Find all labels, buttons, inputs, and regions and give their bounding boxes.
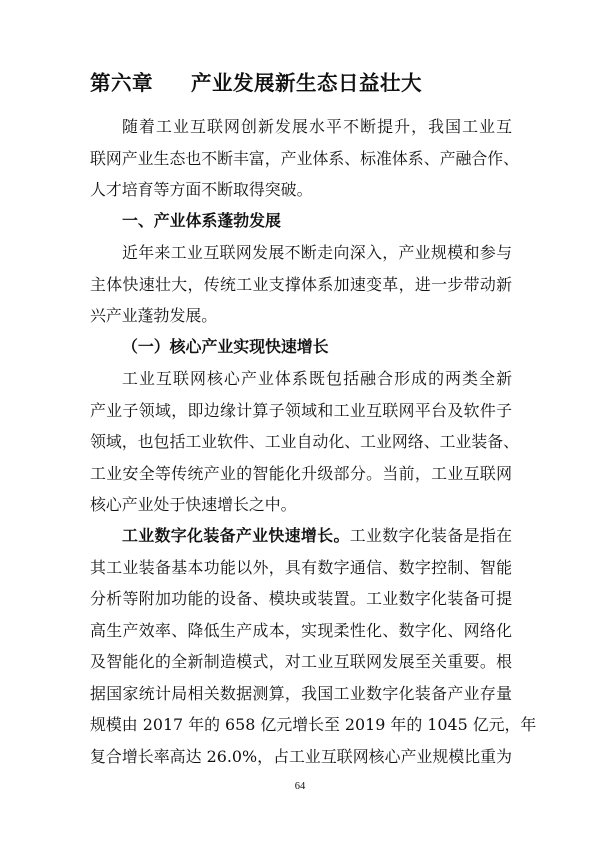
equipment-first-line — [90, 520, 512, 552]
section-heading-block — [90, 205, 512, 237]
equipment-paragraph — [90, 520, 537, 772]
subsection-heading: （一）核心产业实现快速增长 — [122, 337, 329, 356]
section-paragraph — [90, 237, 512, 332]
subsection-line: 产业子领域，即边缘计算子领域和工业互联网平台及软件子 — [90, 400, 512, 420]
equipment-first-rest: 工业数字化装备是指在 — [349, 526, 512, 545]
subsection-line: 工业互联网核心产业体系既包括融合形成的两类全新 — [122, 369, 512, 388]
section-heading: 一、产业体系蓬勃发展 — [122, 211, 281, 230]
equipment-line: 分析等附加功能的设备、模块或装置。工业数字化装备可提 — [90, 589, 512, 608]
chapter-title — [90, 66, 422, 96]
subsection-heading-block — [90, 331, 512, 363]
equipment-line: 及智能化的全新制造模式，对工业互联网发展至关重要。根 — [90, 652, 512, 671]
section-line: 主体快速壮大，传统工业支撑体系加速变革，进一步带动新 — [90, 274, 512, 294]
equipment-line: 高生产效率、降低生产成本，实现柔性化、数字化、网络化 — [90, 620, 512, 640]
chapter-number: 第六章 — [90, 71, 153, 95]
equipment-line: 规模由 2017 年的 658 亿元增长至 2019 年的 1045 亿元，年 — [90, 715, 537, 734]
equipment-line: 据国家统计局相关数据测算，我国工业数字化装备产业存量 — [90, 683, 512, 703]
page-number: 64 — [294, 781, 306, 792]
section-line: 近年来工业互联网发展不断走向深入，产业规模和参与 — [122, 243, 512, 262]
equipment-lead: 工业数字化装备产业快速增长。 — [122, 526, 350, 545]
section-line: 兴产业蓬勃发展。 — [90, 306, 218, 325]
subsection-paragraph — [90, 363, 520, 521]
chapter-name: 产业发展新生态日益壮大 — [191, 71, 422, 95]
subsection-line: 领域，也包括工业软件、工业自动化、工业网络、工业装备、 — [90, 432, 520, 451]
intro-paragraph — [90, 111, 520, 206]
intro-line: 随着工业互联网创新发展水平不断提升，我国工业互 — [122, 117, 512, 136]
equipment-line: 复合增长率高达 26.0%，占工业互联网核心产业规模比重为 — [90, 746, 512, 766]
subsection-line: 工业安全等传统产业的智能化升级部分。当前，工业互联网 — [90, 463, 512, 483]
intro-line: 人才培育等方面不断取得突破。 — [90, 180, 313, 199]
equipment-line: 其工业装备基本功能以外，具有数字通信、数字控制、智能 — [90, 557, 512, 577]
intro-line: 联网产业生态也不断丰富，产业体系、标准体系、产融合作、 — [90, 148, 520, 168]
subsection-line: 核心产业处于快速增长之中。 — [90, 495, 297, 514]
